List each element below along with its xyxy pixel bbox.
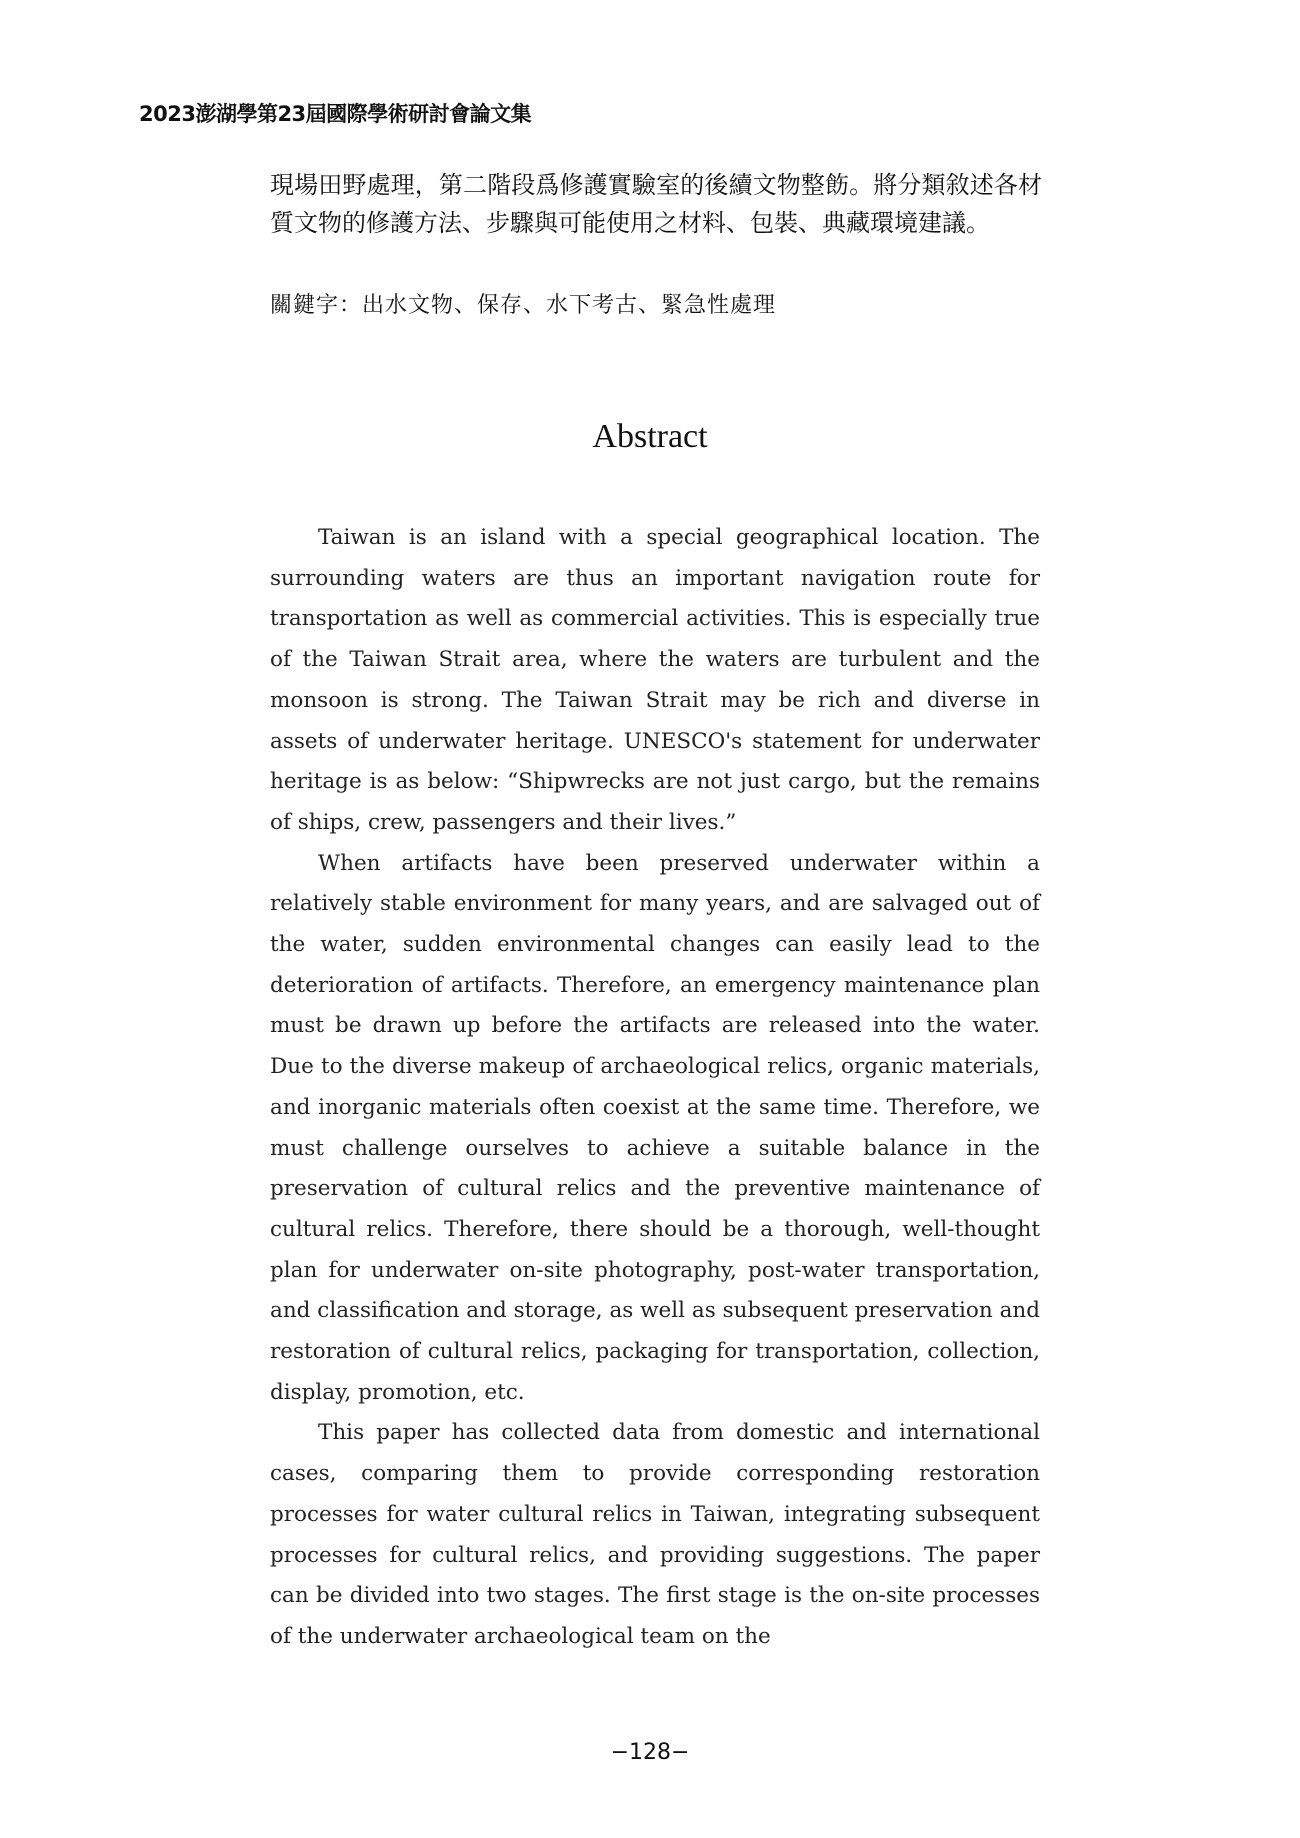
abstract-paragraph: When artifacts have been preserved underwater within a relatively stable environment for many years, and are salvaged out of the water, sudden environmental changes can easily lead to the deterioration of artifacts. Therefore, an emergency maintenance plan must be drawn up before the artifacts are released into the water. Due to the diverse makeup of archaeological relics, organic materials, and inorganic materials often coexist at the same time. Therefore, we must challenge ourselves to achieve a suitable balance in the preservation of cultural relics and the preventive maintenance of cultural relics. Therefore, there should be a thorough, well-thought plan for underwater on-site photography, post-water transportation, and classification and storage, as well as subsequent preservation and restoration of cultural relics, packaging for transportation, collection, display, promotion, etc. xyxy=(270,850,1040,1405)
abstract-title: Abstract xyxy=(592,418,708,455)
abstract-paragraph: This paper has collected data from domestic and international cases, comparing them to provide corresponding restoration processes for water cultural relics in Taiwan, integrating subsequent processes for cultural relics, and providing suggestions. The paper can be divided into two stages. The first stage is the on-site processes of the underwater archaeological team on the xyxy=(270,1420,1040,1649)
page-number: −128− xyxy=(610,1740,690,1765)
keywords: 關鍵字：出水文物、保存、水下考古、緊急性處理 xyxy=(270,293,777,318)
running-header: 2023澎湖學第23屆國際學術研討會論文集 xyxy=(139,102,532,126)
abstract-body xyxy=(270,518,1040,1658)
chinese-abstract-tail: 現場田野處理，第二階段爲修護實驗室的後續文物整飭。將分類敘述各材質文物的修護方法、步驟與可能使用之材料、包裝、典藏環境建議。 xyxy=(270,171,1042,237)
abstract-paragraph: Taiwan is an island with a special geographical location. The surrounding waters are thus an important navigation route for transportation as well as commercial activities. This is especially true of the Taiwan Strait area, where the waters are turbulent and the monsoon is strong. The Taiwan Strait may be rich and diverse in assets of underwater heritage. UNESCO's statement for underwater heritage is as below: “Shipwrecks are not just cargo, but the remains of ships, crew, passengers and their lives.” xyxy=(270,525,1040,835)
